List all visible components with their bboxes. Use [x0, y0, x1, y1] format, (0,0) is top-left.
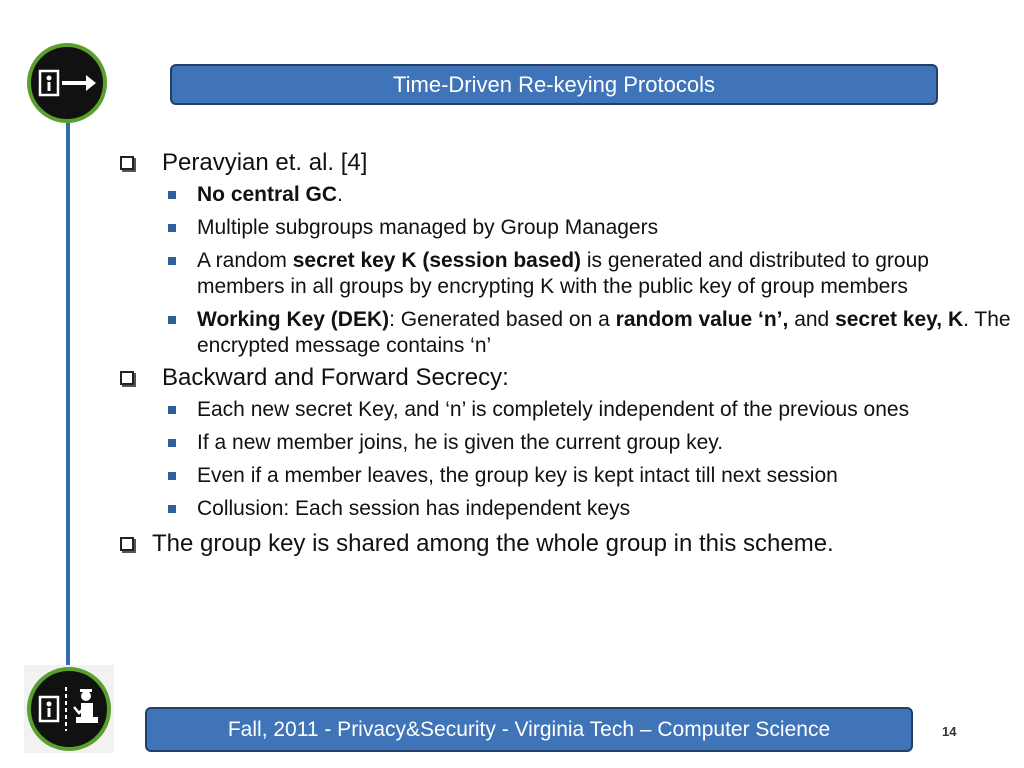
bullet-text: .	[337, 183, 343, 206]
slide-title-text: Time-Driven Re-keying Protocols	[393, 71, 715, 97]
bullet-text-bold: No central GC	[197, 183, 338, 206]
bullet-l2	[110, 463, 1015, 489]
bullet-l2	[110, 496, 1015, 522]
bullet-text: . The encrypted message contains ‘n’	[197, 308, 1011, 357]
footer-bar	[145, 707, 913, 752]
bullet-text-bold: secret key, K	[835, 308, 964, 331]
bullet-l1-text: Backward and Forward Secrecy:	[162, 364, 509, 391]
bullet-text: Collusion: Each session has independent keys	[197, 497, 631, 520]
bullet-text: is generated and distributed to group members in all groups by encrypting K with the public key of group members	[197, 249, 929, 298]
checkpoint-logo-icon	[27, 667, 111, 751]
bullet-l2	[110, 248, 1015, 300]
vertical-rule	[66, 120, 70, 665]
bullet-l1	[110, 363, 1015, 393]
square-bullet-icon	[168, 191, 176, 199]
bullet-text-bold: random value ‘n’,	[615, 308, 789, 331]
exit-logo-icon	[27, 43, 107, 123]
bullet-l2	[110, 182, 1015, 208]
checkbox-bullet-icon	[120, 537, 134, 551]
checkbox-bullet-icon	[120, 156, 134, 170]
square-bullet-icon	[168, 472, 176, 480]
bullet-l1-text: Peravyian et. al. [4]	[162, 149, 368, 176]
bullet-text: If a new member joins, he is given the current group key.	[197, 431, 724, 454]
checkbox-bullet-icon	[120, 371, 134, 385]
footer-text: Fall, 2011 - Privacy&Security - Virginia Tech – Computer Science	[227, 717, 831, 741]
bullet-text: Each new secret Key, and ‘n’ is completely independent of the previous ones	[197, 398, 910, 421]
square-bullet-icon	[168, 224, 176, 232]
bullet-l1	[110, 148, 1015, 178]
page-number: 14	[942, 724, 957, 739]
slide-title	[170, 64, 938, 105]
bullet-text: Even if a member leaves, the group key is kept intact till next session	[197, 464, 838, 487]
bullet-text-bold: secret key K (session based)	[292, 249, 582, 272]
bullet-text: Multiple subgroups managed by Group Managers	[197, 216, 659, 239]
bullet-text: and	[788, 308, 836, 331]
square-bullet-icon	[168, 257, 176, 265]
bullet-l2	[110, 397, 1015, 423]
bullet-text: A random	[197, 249, 293, 272]
bullet-l2	[110, 215, 1015, 241]
bullet-l2	[110, 430, 1015, 456]
bullet-text-bold: Working Key (DEK)	[197, 308, 390, 331]
logo-bottom-frame	[24, 665, 114, 753]
square-bullet-icon	[168, 439, 176, 447]
square-bullet-icon	[168, 316, 176, 324]
square-bullet-icon	[168, 505, 176, 513]
bullet-l1-text: The group key is shared among the whole group in this scheme.	[152, 530, 834, 557]
bullet-text: : Generated based on a	[389, 308, 616, 331]
bullet-l2	[110, 307, 1015, 359]
bullet-l1	[110, 529, 1015, 559]
slide-content	[110, 148, 1015, 563]
square-bullet-icon	[168, 406, 176, 414]
